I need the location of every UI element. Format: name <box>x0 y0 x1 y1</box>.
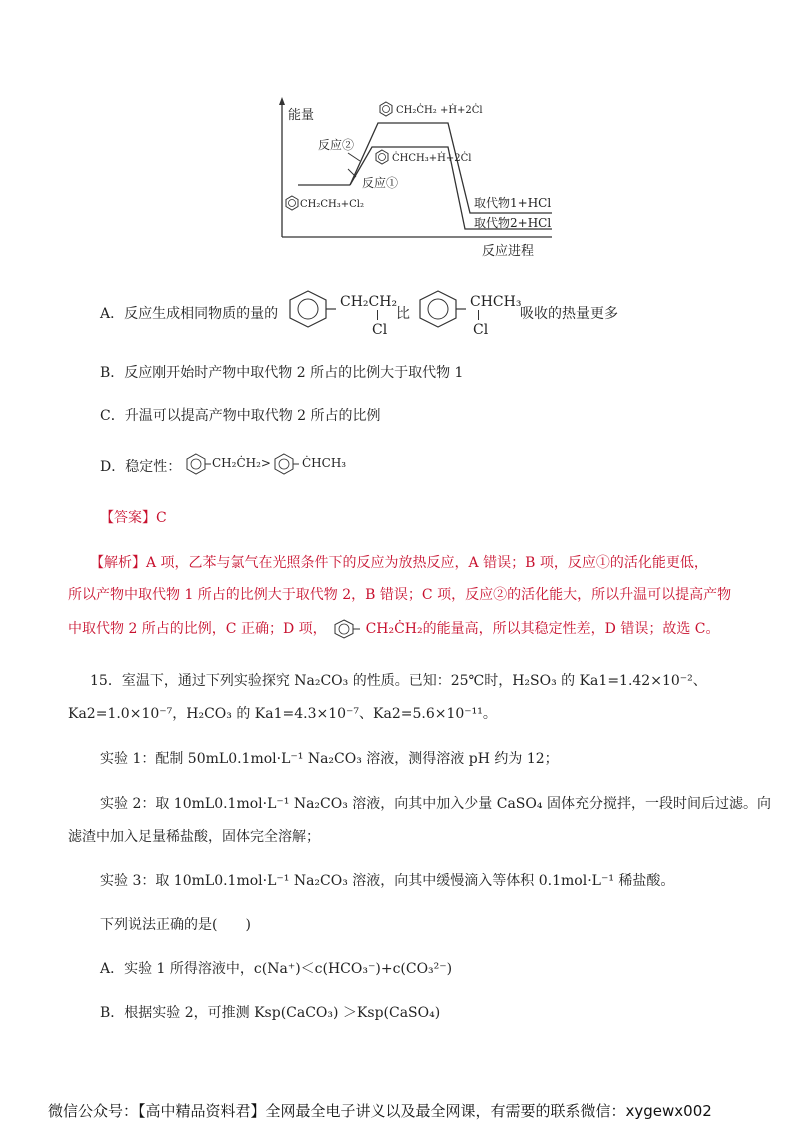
benzene-ring-icon <box>184 452 212 476</box>
benzene-ring-icon <box>376 150 388 164</box>
analysis-line2: 所以产物中取代物 1 所占的比例大于取代物 2，B 错误；C 项，反应②的活化能大，所以升温可以提高产物 <box>68 587 732 603</box>
option-c: C．升温可以提高产物中取代物 2 所占的比例 <box>100 408 381 424</box>
q15-option-b: B．根据实验 2，可推测 Ksp(CaCO₃) ＞Ksp(CaSO₄) <box>100 1005 441 1021</box>
low-intermediate-label: ĊHCH₃+Ḣ+2Ċl <box>392 153 472 164</box>
answer: 【答案】C <box>100 510 167 526</box>
option-d-formula1: CH₂ĊH₂> <box>212 456 271 470</box>
benzene-ring-icon <box>380 102 392 116</box>
option-a-formula2-cl: Cl <box>473 322 489 338</box>
reaction1-label: 反应① <box>362 176 399 190</box>
q15-line1: 15．室温下，通过下列实验探究 Na₂CO₃ 的性质。已知：25℃时，H₂SO₃ 的 Ka1=1.42×10⁻²、 <box>90 673 707 689</box>
q15-option-a: A．实验 1 所得溶液中，c(Na⁺)＜c(HCO₃⁻)+c(CO₃²⁻) <box>100 961 453 977</box>
benzene-ring-icon <box>272 452 300 476</box>
y-axis-label: 能量 <box>288 108 315 123</box>
x-axis-label: 反应进程 <box>482 244 535 259</box>
y-axis-arrow <box>279 97 285 105</box>
benzene-ring-icon <box>331 618 361 640</box>
analysis-line3-prefix: 中取代物 2 所占的比例，C 正确；D 项， <box>68 621 327 637</box>
option-a-suffix: 吸收的热量更多 <box>520 306 618 322</box>
option-a-formula2: CHCH₃ <box>470 294 522 310</box>
product1-label: 取代物1+HCl <box>474 196 552 210</box>
reactant-label: CH₂CH₃+Cl₂ <box>300 199 364 210</box>
reaction2-arrow <box>348 153 360 161</box>
q15-exp3: 实验 3：取 10mL0.1mol·L⁻¹ Na₂CO₃ 溶液，向其中缓慢滴入等体积 0.1mol·L⁻¹ 稀盐酸。 <box>100 873 675 889</box>
analysis-line3-suffix: 的能量高，所以其稳定性差，D 错误；故选 C。 <box>422 621 720 637</box>
analysis-line1: 【解析】A 项，乙苯与氯气在光照条件下的反应为放热反应，A 错误；B 项，反应①的活化能更低， <box>90 555 708 571</box>
footer-banner: 微信公众号：【高中精品资料君】全网最全电子讲义以及最全网课，有需要的联系微信：xygewx002 <box>48 1102 712 1120</box>
q15-exp2-line2: 滤渣中加入足量稀盐酸，固体完全溶解； <box>68 829 320 845</box>
product2-label: 取代物2+HCl <box>474 216 552 230</box>
benzene-ring-icon <box>278 288 338 328</box>
option-d-prefix: D．稳定性： <box>100 459 182 475</box>
benzene-ring-icon <box>286 196 298 210</box>
option-a-formula1-cl: Cl <box>372 322 388 338</box>
option-a-prefix: A．反应生成相同物质的量的 <box>100 306 279 322</box>
option-a-formula2-bond <box>478 310 479 320</box>
option-a-formula1: CH₂CH₂ <box>340 294 398 310</box>
q15-exp1: 实验 1：配制 50mL0.1mol·L⁻¹ Na₂CO₃ 溶液，测得溶液 pH 约为 12； <box>100 751 559 767</box>
analysis-line3 <box>68 618 719 640</box>
energy-diagram <box>270 95 560 265</box>
option-b: B．反应刚开始时产物中取代物 2 所占的比例大于取代物 1 <box>100 365 464 381</box>
analysis-line3-formula: CH₂ĊH₂ <box>365 621 423 637</box>
option-a-compare: 比 <box>396 306 410 322</box>
q15-exp2-line1: 实验 2：取 10mL0.1mol·L⁻¹ Na₂CO₃ 溶液，向其中加入少量 CaSO₄ 固体充分搅拌，一段时间后过滤。向 <box>100 796 771 812</box>
reaction2-label: 反应② <box>318 138 355 152</box>
option-d-formula2: ĊHCH₃ <box>302 456 347 470</box>
high-intermediate-label: CH₂ĊH₂ +Ḣ+2Ċl <box>396 105 483 116</box>
benzene-ring-icon <box>408 288 468 328</box>
option-a-formula1-bond <box>377 310 378 320</box>
q15-line2: Ka2=1.0×10⁻⁷，H₂CO₃ 的 Ka1=4.3×10⁻⁷、Ka2=5.6×10⁻¹¹。 <box>68 706 497 722</box>
q15-prompt: 下列说法正确的是( ) <box>100 917 251 933</box>
